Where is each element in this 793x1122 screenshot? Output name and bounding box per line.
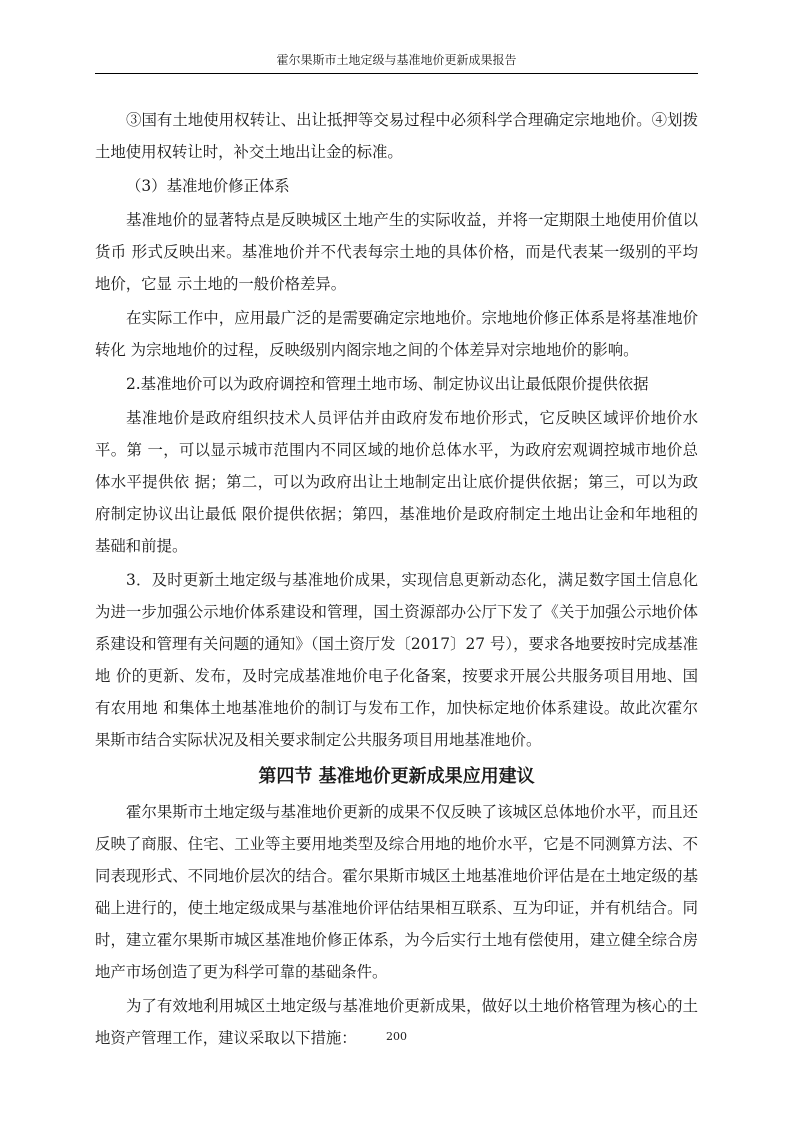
subheading-government-regulation: 2.基准地价可以为政府调控和管理土地市场、制定协议出让最低限价提供依据 — [126, 375, 649, 393]
paragraph-results-summary: 霍尔果斯市土地定级与基准地价更新的成果不仅反映了该城区总体地价水平，而且还反映了商服、住宅、工业等主要用地类型及综合用地的地价水平，它是不同测算方法、不同表现形式、不同地价层次的结合。霍尔果斯市城区土地基准地价评估是在土地定级的基础上进行的，使土地定级成果与基准地价评估结果相互联系、互为印证，并有机结合。同时，建立霍尔果斯市城区基准地价修正体系，为今后实行土地有偿使用，建立健全综合房地产市场创造了更为科学可靠的基础条件。 — [95, 803, 698, 981]
page-number: 200 — [386, 1030, 407, 1043]
paragraph-parcel-price: 在实际工作中，应用最广泛的是需要确定宗地地价。宗地地价修正体系是将基准地价转化 为宗地地价的过程，反映级别内阁宗地之间的个体差异对宗地地价的影响。 — [95, 309, 698, 359]
running-header: 霍尔果斯市土地定级与基准地价更新成果报告 — [276, 53, 517, 67]
paragraph-government-role: 基准地价是政府组织技术人员评估并由政府发布地价形式，它反映区域评价地价水平。第 一，可以显示城市范围内不同区域的地价总体水平，为政府宏观调控城市地价总体水平提供依 据；第二，可以为政府出让土地制定出让底价提供依据；第三，可以为政府制定协议出让最低 限价提供依据；第四，基准地价是政府制定土地出让金和年地租的基础和前提。 — [95, 409, 698, 555]
paragraph-measures-intro: 为了有效地利用城区土地定级与基准地价更新成果，做好以土地价格管理为核心的土地资产管理工作，建议采取以下措施： — [95, 997, 698, 1047]
header-rule — [95, 73, 698, 74]
subheading-correction-system: （3）基准地价修正体系 — [126, 177, 290, 195]
paragraph-land-use-rights: ③国有土地使用权转让、出让抵押等交易过程中必须科学合理确定宗地地价。④划拨土地使用权转让时，补交土地出让金的标准。 — [95, 111, 698, 161]
section-heading: 第四节 基准地价更新成果应用建议 — [258, 766, 535, 787]
paragraph-benchmark-characteristics: 基准地价的显著特点是反映城区土地产生的实际收益，并将一定期限土地使用价值以货币 形式反映出来。基准地价并不代表每宗土地的具体价格，而是代表某一级别的平均地价，它显 示土地的一般价格差异。 — [95, 211, 698, 293]
page-content — [95, 104, 698, 1054]
paragraph-timely-update: 3．及时更新土地定级与基准地价成果，实现信息更新动态化，满足数字国土信息化 为进一步加强公示地价体系建设和管理，国土资源部办公厅下发了《关于加强公示地价体 系建设和管理有关问题的通知》（国土资厅发〔2017〕27 号），要求各地要按时完成基准地 价的更新、发布，及时完成基准地价电子化备案，按要求开展公共服务项目用地、国有农用地 和集体土地基准地价的制订与发布工作，加快标定地价体系建设。故此次霍尔果斯市结合实际状况及相关要求制定公共服务项目用地基准地价。 — [95, 571, 698, 749]
